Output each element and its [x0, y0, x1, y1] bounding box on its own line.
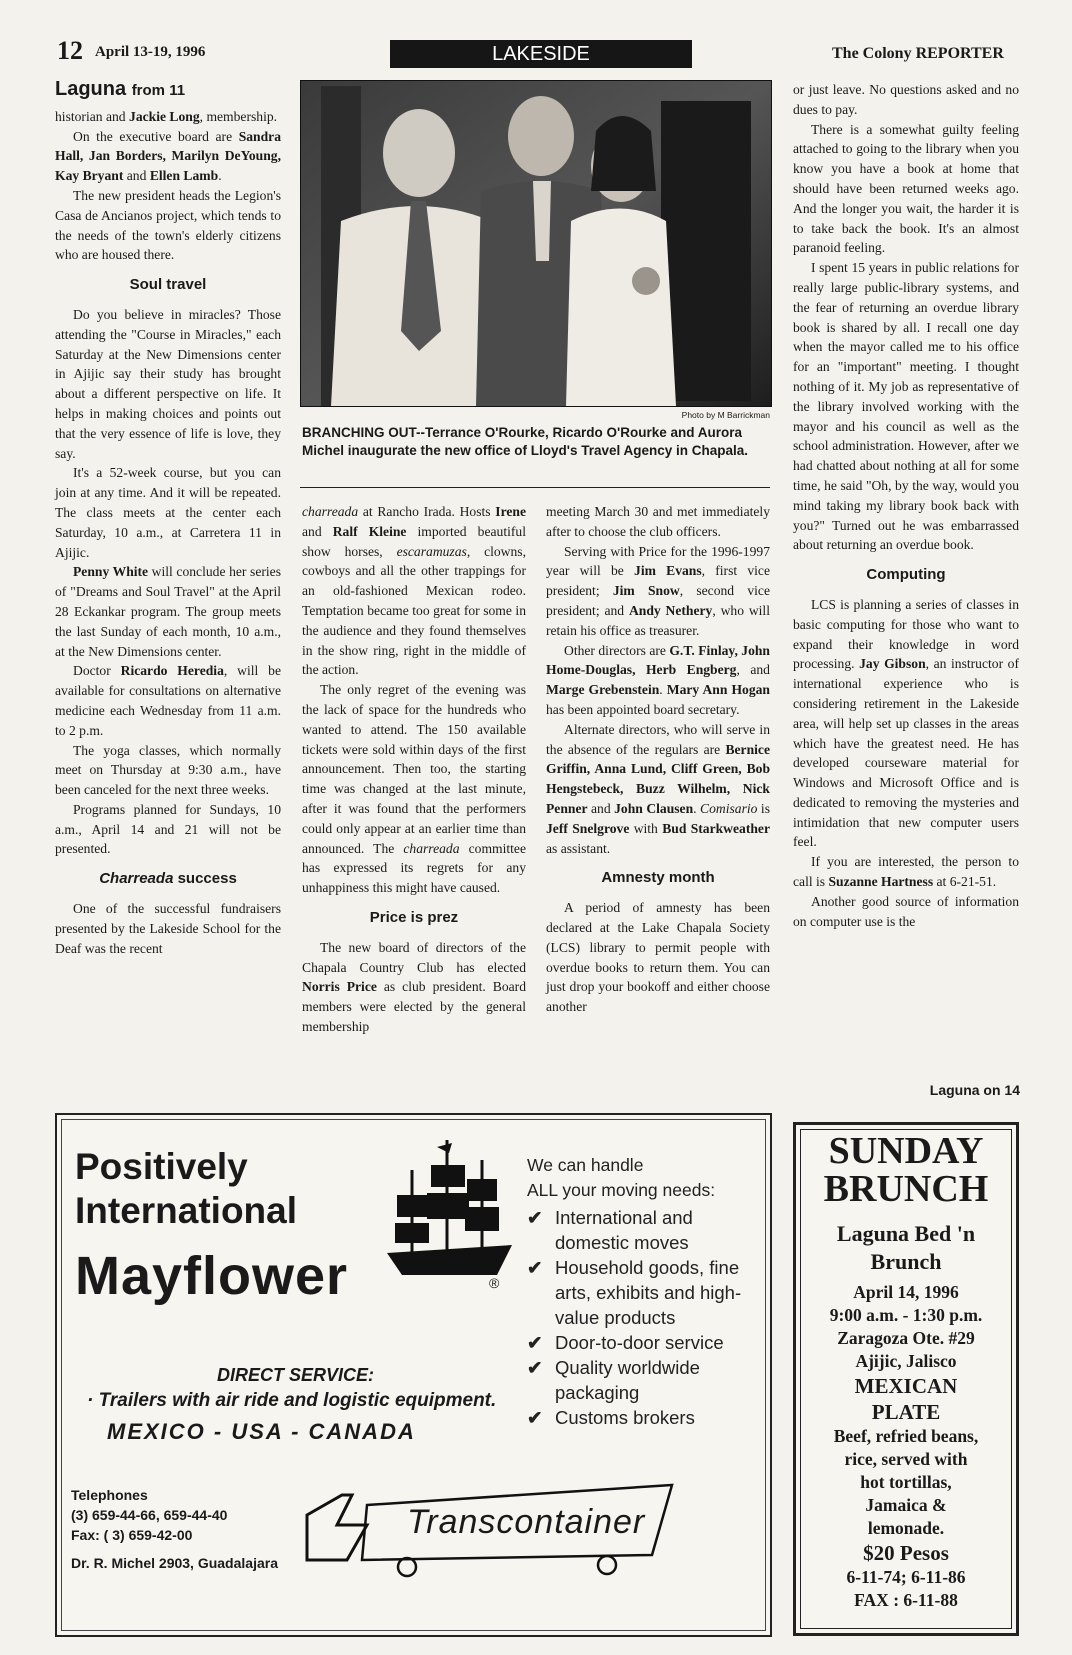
text: . — [659, 682, 667, 698]
name: Ricardo Heredia — [120, 663, 224, 679]
ad-address: Dr. R. Michel 2903, Guadalajara — [71, 1555, 278, 1571]
paragraph — [55, 127, 281, 186]
name: Irene — [495, 504, 526, 519]
ad-headline-line1: Positively — [75, 1146, 248, 1187]
paragraph — [546, 641, 770, 720]
brunch-date: April 14, 1996 — [853, 1282, 959, 1302]
name: Jay Gibson — [859, 656, 926, 672]
paragraph — [793, 852, 1019, 892]
column-3 — [546, 502, 770, 1017]
text: Serving with Price for the 1996-1997 year will be — [546, 543, 770, 579]
brunch-title-2: BRUNCH — [823, 1168, 989, 1210]
text: committee has expressed its regrets for any unhappiness this might have caused. — [302, 840, 526, 896]
ad-intro-line1: We can handle — [527, 1155, 644, 1175]
brunch-street: Zaragoza Ote. #29 — [837, 1328, 975, 1348]
caption-divider — [300, 487, 770, 488]
paragraph — [55, 562, 281, 661]
tel-label: Telephones — [71, 1487, 148, 1503]
brunch-title-1: SUNDAY — [828, 1130, 984, 1172]
continued-on-label: Laguna on 14 — [929, 1082, 1020, 1098]
text: , membership. — [199, 108, 278, 124]
column-2 — [302, 502, 526, 1037]
service-item — [527, 1330, 765, 1355]
service-text: Door-to-door service — [555, 1332, 724, 1353]
text: and — [126, 168, 147, 184]
telephones-block — [71, 1485, 227, 1545]
checkmark-icon: ✔ — [527, 1357, 543, 1378]
text: , will be available for consultations on alternative medicine each Wednesday from 11 a.m. to 2 p.m. — [55, 663, 281, 738]
trailers-line: · Trailers with air ride and logistic equipment. — [87, 1390, 497, 1411]
brunch-city: Ajijic, Jalisco — [855, 1351, 957, 1371]
venue-line-1: Laguna Bed 'n — [836, 1221, 976, 1246]
tel-numbers: (3) 659-44-66, 659-44-40 — [71, 1507, 228, 1523]
name: Suzanne Hartness — [828, 874, 934, 890]
service-text: Household goods, fine arts, exhibits and high-value products — [555, 1257, 742, 1328]
text: at 6-21-51. — [933, 874, 997, 890]
names: Bernice Griffin, Anna Lund, Cliff Green, Bob Hengstebeck, Buzz Wilhelm, Nick Penner — [546, 741, 770, 816]
menu-line: Jamaica & — [865, 1495, 947, 1515]
photo-illustration — [301, 81, 771, 406]
checkmark-icon: ✔ — [527, 1257, 543, 1278]
text: , clowns, cowboys and all the other trappings for an old-fashioned Mexican rodeo. Temptation became too great for some in the audience and they found themselves in the show ring, right in the middle of the action. — [302, 543, 526, 678]
column-1 — [55, 80, 281, 958]
countries-line: MEXICO - USA - CANADA — [107, 1419, 416, 1444]
paragraph — [55, 661, 281, 740]
name: Ralf Kleine — [332, 523, 407, 539]
paragraph: There is a somewhat guilty feeling attached to going to the library when you know you have a book at home that should have been returned weeks ago. And the longer you wait, the harder it is to take back the book. It's an almost paranoid feeling. — [793, 121, 1019, 256]
text: , an instructor of international experience who is considering retirement in the Lakeside area, will help set up classes in the areas which have the greatest need. He has developed courseware material for Windows and Microsoft Office and is dedicated to removing the mysteries and intimidation that new computer users feel. — [793, 656, 1019, 850]
paragraph — [302, 680, 526, 898]
text: is — [757, 800, 770, 816]
service-item — [527, 1255, 765, 1330]
text: , and — [736, 662, 770, 678]
ad-intro — [527, 1153, 715, 1203]
brunch-phones: 6-11-74; 6-11-86 — [846, 1567, 966, 1587]
photo-caption: BRANCHING OUT--Terrance O'Rourke, Ricardo O'Rourke and Aurora Michel inaugurate the new office of Lloyd's Travel Agency in Chapala. — [302, 425, 749, 458]
ad-intro-line2: ALL your moving needs: — [527, 1180, 716, 1200]
brunch-fax: FAX : 6-11-88 — [854, 1590, 958, 1610]
paragraph — [793, 595, 1019, 852]
name: Jim Snow — [612, 583, 680, 599]
text: Doctor — [73, 663, 121, 679]
mayflower-ship-icon — [387, 1135, 517, 1285]
paragraph: It's a 52-week course, but you can join at any time. And it will be repeated. The class meets at the center each Saturday, 10 a.m., at Carretera 11 in Ajijic. — [55, 465, 281, 560]
text: with — [629, 820, 663, 836]
paragraph — [302, 938, 526, 1037]
fax-number: Fax: ( 3) 659-42-00 — [71, 1527, 193, 1543]
paragraph — [546, 720, 770, 859]
brunch-price: $20 Pesos — [863, 1541, 949, 1565]
service-text: International and domestic moves — [555, 1207, 693, 1253]
name: Andy Nethery — [628, 602, 713, 618]
text: . — [693, 800, 701, 816]
text: and — [302, 523, 333, 539]
menu-line: Beef, refried beans, — [833, 1426, 979, 1446]
name: Marge Grebenstein — [546, 682, 660, 698]
text: and — [587, 800, 615, 816]
subhead-price-is-prez: Price is prez — [369, 908, 459, 926]
paragraph: The new president heads the Legion's Casa de Ancianos project, which tends to the needs of the town's elderly citizens who are housed there. — [55, 187, 281, 263]
direct-service-label: DIRECT SERVICE: — [217, 1365, 375, 1385]
checkmark-icon: ✔ — [527, 1407, 543, 1428]
subhead-soul-travel: Soul travel — [129, 276, 207, 294]
dish-line-1: MEXICAN — [854, 1374, 958, 1398]
paragraph: Do you believe in miracles? Those attending the "Course in Miracles," each Saturday at the New Dimensions center in Ajijic say their study has brought about a different perspective on life. It helps in making choices and points out that the very essence of life is love, they say. — [55, 306, 281, 461]
paragraph: meeting March 30 and met immediately after to choose the club officers. — [546, 504, 770, 539]
service-item — [527, 1205, 760, 1255]
text: , who will retain his office as treasurer. — [546, 602, 770, 638]
name: Norris Price — [302, 979, 377, 995]
transcontainer-wordmark: Transcontainer — [407, 1503, 646, 1541]
service-item — [527, 1405, 765, 1430]
text: success — [173, 870, 237, 888]
name: Jim Evans — [634, 563, 702, 579]
name: Ellen Lamb — [149, 168, 219, 184]
text: historian and — [55, 108, 126, 124]
transcontainer-logo — [297, 1475, 697, 1585]
checkmark-icon: ✔ — [527, 1332, 543, 1353]
text: Comisario — [700, 800, 758, 816]
subhead-amnesty-month: Amnesty month — [601, 869, 715, 887]
names: G.T. Finlay, John Home-Douglas, Herb Engberg — [546, 642, 770, 678]
text: as assistant. — [546, 840, 611, 856]
paragraph: I spent 15 years in public relations for really large public-library systems, and the fear of returning an overdue library book is shared by all. I recall one day when the mayor called me to his office for an "important" meeting. I thought nothing of it. My job as representative of the library involved working with the mayor and his council as well as the school administration. However, after we had chatted about nothing at all for some time, he said "Oh, by the way, would you mind taking my library book back with you?" Turned out he was embarrassed about returning an overdue book. — [793, 260, 1019, 553]
checkmark-icon: ✔ — [527, 1207, 543, 1228]
story-kicker — [55, 80, 281, 101]
registered-mark: ® — [489, 1275, 500, 1291]
text: , second vice president; and — [546, 583, 770, 618]
paragraph: Programs planned for Sundays, 10 a.m., April 14 and 21 will not be presented. — [55, 801, 281, 857]
kicker-main: Laguna — [55, 78, 127, 100]
subhead-charreada — [55, 869, 281, 889]
services-list — [527, 1205, 765, 1430]
menu-line: rice, served with — [844, 1449, 968, 1469]
brunch-content — [796, 1125, 1016, 1612]
name: Jeff Snelgrove — [546, 820, 630, 836]
text: has been appointed board secretary. — [546, 701, 740, 717]
text: Charreada — [99, 870, 174, 888]
menu-line: hot tortillas, — [860, 1472, 952, 1492]
names: Sandra Hall, Jan Borders, Marilyn DeYoung, Kay Bryant — [55, 128, 281, 184]
subhead-computing: Computing — [866, 566, 946, 584]
paragraph — [302, 502, 526, 680]
photo-credit: Photo by M Barrickman — [681, 410, 770, 420]
section-banner: LAKESIDE — [390, 40, 692, 68]
text: , first vice president; — [546, 563, 770, 599]
paragraph: or just leave. No questions asked and no dues to pay. — [793, 82, 1019, 117]
paragraph: Another good source of information on computer use is the — [793, 893, 1019, 929]
service-text: Quality worldwide packaging — [555, 1357, 700, 1403]
kicker-from: from 11 — [131, 82, 186, 99]
venue-line-2: Brunch — [870, 1249, 942, 1274]
menu-line: lemonade. — [867, 1518, 945, 1538]
paragraph — [546, 542, 770, 641]
service-item — [527, 1355, 755, 1405]
text: If you are interested, the person to call is — [793, 854, 1019, 890]
name: Penny White — [73, 564, 149, 580]
text: Other directors are — [564, 642, 670, 658]
paragraph: A period of amnesty has been declared at the Lake Chapala Society (LCS) library to permit people with overdue books to return them. You can just drop your bookoff and either choose another — [546, 900, 770, 1015]
text: charreada — [302, 504, 359, 519]
name: Bud Starkweather — [662, 820, 770, 836]
column-4 — [793, 80, 1019, 931]
mayflower-ad — [55, 1113, 772, 1637]
text: . — [218, 168, 222, 184]
text: imported beautiful show horses, — [302, 523, 526, 559]
ad-headline-line2: International — [75, 1190, 298, 1231]
text: LCS is planning a series of classes in basic computing for those who want to expand their knowledge in word processing. — [793, 596, 1019, 672]
text: Alternate directors, who will serve in the absence of the regulars are — [546, 721, 770, 757]
text: escaramuzas — [396, 543, 467, 559]
text: On the executive board are — [73, 128, 233, 144]
paragraph: One of the successful fundraisers presented by the Lakeside School for the Deaf was the recent — [55, 901, 281, 956]
name: John Clausen — [614, 800, 694, 816]
name: Mary Ann Hogan — [666, 682, 770, 698]
paragraph — [55, 107, 281, 127]
text: as club president. Board members were elected by the general membership — [302, 979, 526, 1034]
text: will conclude her series of "Dreams and Soul Travel" at the April 28 Eckankar program. The group meets the last Sunday of each month, 10 a.m., at the New Dimensions center. — [55, 564, 281, 659]
text: at Rancho Irada. Hosts — [358, 504, 496, 519]
issue-date: April 13-19, 1996 — [95, 44, 206, 60]
ad-headline — [75, 1145, 297, 1233]
brunch-time: 9:00 a.m. - 1:30 p.m. — [829, 1305, 983, 1325]
newspaper-name: The Colony REPORTER — [832, 45, 1004, 62]
text: The only regret of the evening was the lack of space for the hundreds who wanted to attend. The 150 available tickets were sold within days of the first announcement. Then too, the starting time was changed at the last minute, after it was found that the performers could only appear at an earlier time than announced. The — [302, 682, 526, 856]
text: charreada — [403, 840, 460, 856]
text: The new board of directors of the Chapala Country Club has elected — [302, 939, 526, 975]
news-photo — [300, 80, 772, 407]
name: Jackie Long — [129, 108, 200, 124]
paragraph: The yoga classes, which normally meet on Thursday at 9:30 a.m., have been canceled for the next three weeks. — [55, 742, 281, 798]
dish-line-2: PLATE — [871, 1400, 941, 1424]
sunday-brunch-ad — [793, 1122, 1019, 1636]
page-number: 12 — [57, 36, 83, 65]
service-text: Customs brokers — [555, 1407, 695, 1428]
mayflower-brand: Mayflower — [75, 1246, 349, 1306]
